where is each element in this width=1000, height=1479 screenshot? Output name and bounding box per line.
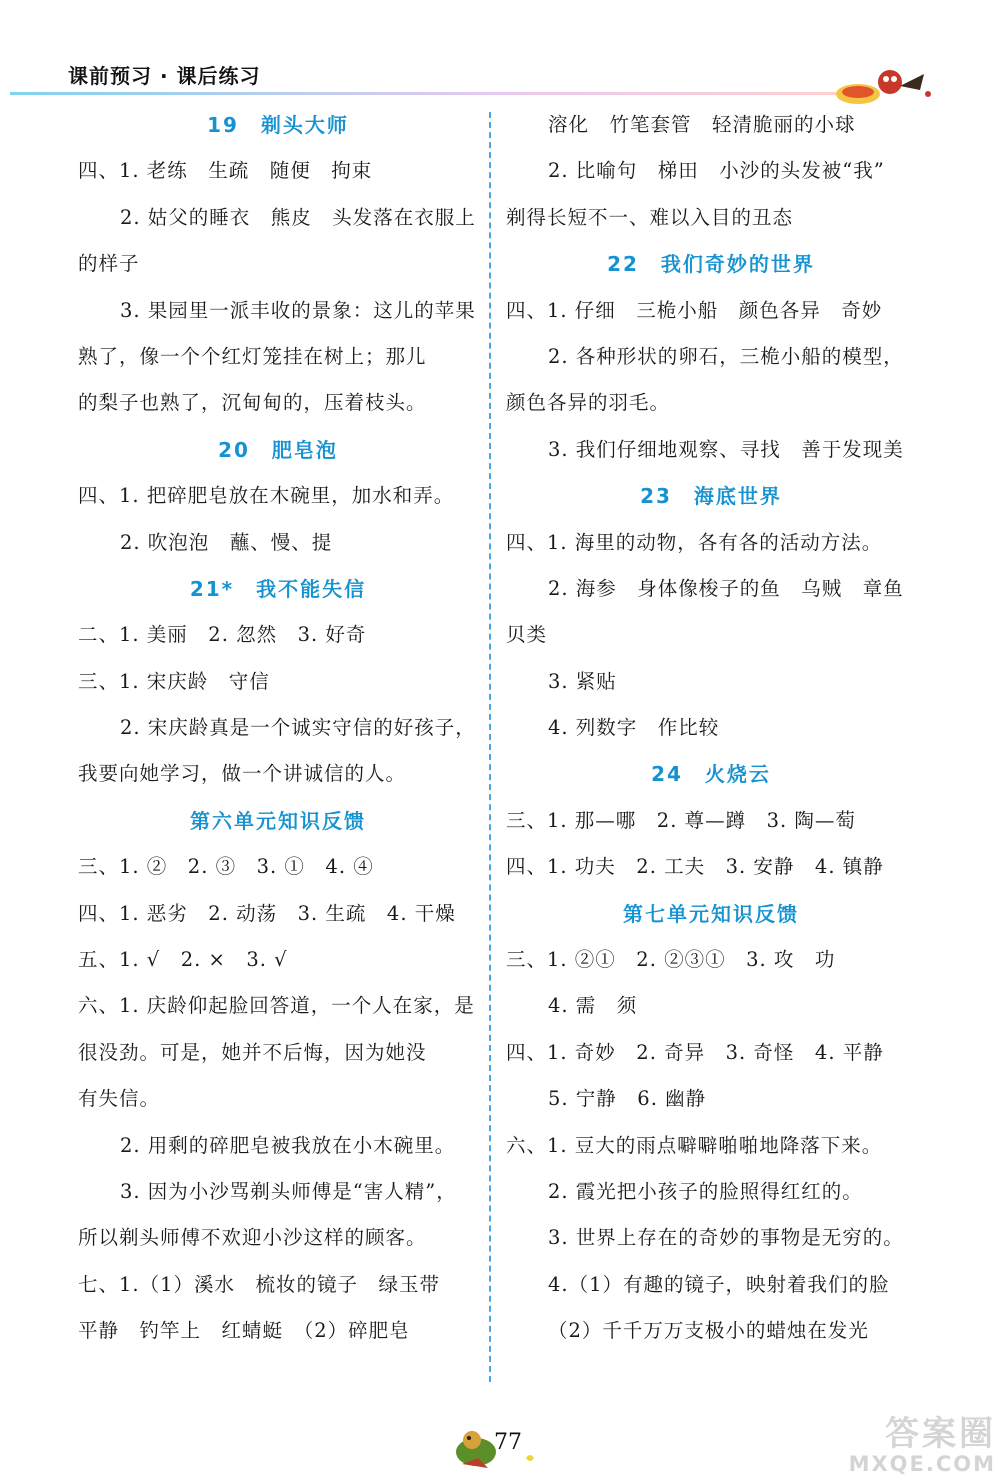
- answer-subline: 4. 需 须: [548, 994, 638, 1018]
- answer-subline: 3. 因为小沙骂剃头师傅是“害人精”，: [120, 1179, 457, 1203]
- answer-line: 四、1. 恶劣 2. 动荡 3. 生疏 4. 干燥: [78, 901, 456, 925]
- answer-line: 四、1. 奇妙 2. 奇异 3. 奇怪 4. 平静: [506, 1040, 884, 1064]
- answer-subline: 3. 我们仔细地观察、寻找 善于发现美: [548, 437, 904, 461]
- answer-line: 六、1. 豆大的雨点噼噼啪啪地降落下来。: [506, 1133, 883, 1157]
- watermark-site: MXQE.COM: [848, 1452, 996, 1476]
- answer-subline: 2. 各种形状的卵石，三桅小船的模型，: [548, 344, 904, 368]
- answer-subline: 4. 列数字 作比较: [548, 716, 720, 740]
- answer-subline: 3. 紧贴: [548, 669, 617, 693]
- answer-continuation: 的梨子也熟了，沉甸甸的，压着枝头。: [78, 391, 427, 415]
- lesson-heading: 19 剃头大师: [207, 113, 349, 137]
- answer-continuation: 所以剃头师傅不欢迎小沙这样的顾客。: [78, 1226, 427, 1250]
- answer-subline: 2. 宋庆龄真是一个诚实守信的好孩子，: [120, 716, 476, 740]
- answer-line: 四、1. 老练 生疏 随便 拘束: [78, 159, 373, 183]
- answer-continuation: 熟了，像一个个红灯笼挂在树上；那儿: [78, 344, 427, 368]
- answer-continuation: 很没劲。可是，她并不后悔，因为她没: [78, 1040, 427, 1064]
- answer-line: 三、1. 宋庆龄 守信: [78, 669, 270, 693]
- answer-continuation: 平静 钓竿上 红蜻蜓 （2）碎肥皂: [78, 1319, 410, 1343]
- answer-line: 七、1.（1）溪水 梳妆的镜子 绿玉带: [78, 1272, 441, 1296]
- answer-line: 四、1. 功夫 2. 工夫 3. 安静 4. 镇静: [506, 855, 884, 879]
- answer-subline: 5. 宁静 6. 幽静: [548, 1087, 707, 1111]
- lesson-heading: 24 火烧云: [651, 762, 771, 787]
- answer-subline: 4.（1）有趣的镜子，映射着我们的脸: [548, 1272, 890, 1296]
- answer-line: 四、1. 把碎肥皂放在木碗里，加水和弄。: [78, 484, 455, 508]
- watermark-brand: 答案圈: [885, 1414, 996, 1454]
- answer-subline: 2. 海参 身体像梭子的鱼 乌贼 章鱼: [548, 576, 904, 600]
- answer-line: 三、1. ② 2. ③ 3. ① 4. ④: [78, 855, 374, 879]
- page-number: 77: [494, 1430, 522, 1455]
- answer-continuation: 贝类: [506, 623, 548, 647]
- answer-subline: 3. 果园里一派丰收的景象：这儿的苹果: [120, 298, 476, 322]
- header-rule: [10, 92, 840, 95]
- answer-subline: 2. 霞光把小孩子的脸照得红红的。: [548, 1179, 863, 1203]
- answer-line: 三、1. 那—哪 2. 尊—蹲 3. 陶—萄: [506, 808, 856, 832]
- answer-subline: 2. 吹泡泡 蘸、慢、提: [120, 530, 333, 554]
- lesson-heading: 21* 我不能失信: [189, 576, 367, 601]
- watermark: [808, 1415, 996, 1477]
- answer-continuation: 我要向她学习，做一个讲诚信的人。: [78, 762, 407, 786]
- answer-line: 五、1. √ 2. × 3. √: [78, 948, 288, 972]
- column-divider: [489, 112, 491, 1382]
- footer-mascot-icon: [448, 1418, 538, 1473]
- lesson-heading: 第六单元知识反馈: [190, 808, 366, 833]
- answer-subline: 3. 世界上存在的奇妙的事物是无穷的。: [548, 1226, 904, 1250]
- answer-continuation: 剃得长短不一、难以入目的丑态: [506, 205, 794, 229]
- left-answer-column: [78, 102, 478, 1355]
- lesson-heading: 20 肥皂泡: [218, 437, 338, 462]
- page-header-title: 课前预习 · 课后练习: [68, 64, 261, 88]
- answer-line: 二、1. 美丽 2. 忽然 3. 好奇: [78, 623, 367, 647]
- answer-subline: （2）千千万万支极小的蜡烛在发光: [548, 1319, 869, 1343]
- lesson-heading: 第七单元知识反馈: [623, 901, 799, 926]
- answer-line: 六、1. 庆龄仰起脸回答道，一个人在家，是: [78, 994, 475, 1018]
- right-answer-column: [506, 102, 916, 1355]
- answer-line: 四、1. 仔细 三桅小船 颜色各异 奇妙: [506, 298, 883, 322]
- lesson-heading: 23 海底世界: [640, 484, 782, 509]
- answer-subline: 溶化 竹笔套管 轻清脆丽的小球: [548, 113, 856, 136]
- answer-subline: 2. 用剩的碎肥皂被我放在小木碗里。: [120, 1133, 456, 1157]
- answer-line: 三、1. ②① 2. ②③① 3. 攻 功: [506, 948, 836, 972]
- answer-line: 四、1. 海里的动物，各有各的活动方法。: [506, 530, 883, 554]
- answer-subline: 2. 姑父的睡衣 熊皮 头发落在衣服上: [120, 205, 476, 229]
- answer-continuation: 颜色各异的羽毛。: [506, 391, 671, 415]
- answer-subline: 2. 比喻句 梯田 小沙的头发被“我”: [548, 159, 885, 183]
- lesson-heading: 22 我们奇妙的世界: [607, 252, 815, 277]
- answer-continuation: 的样子: [78, 252, 140, 276]
- answer-continuation: 有失信。: [78, 1087, 161, 1111]
